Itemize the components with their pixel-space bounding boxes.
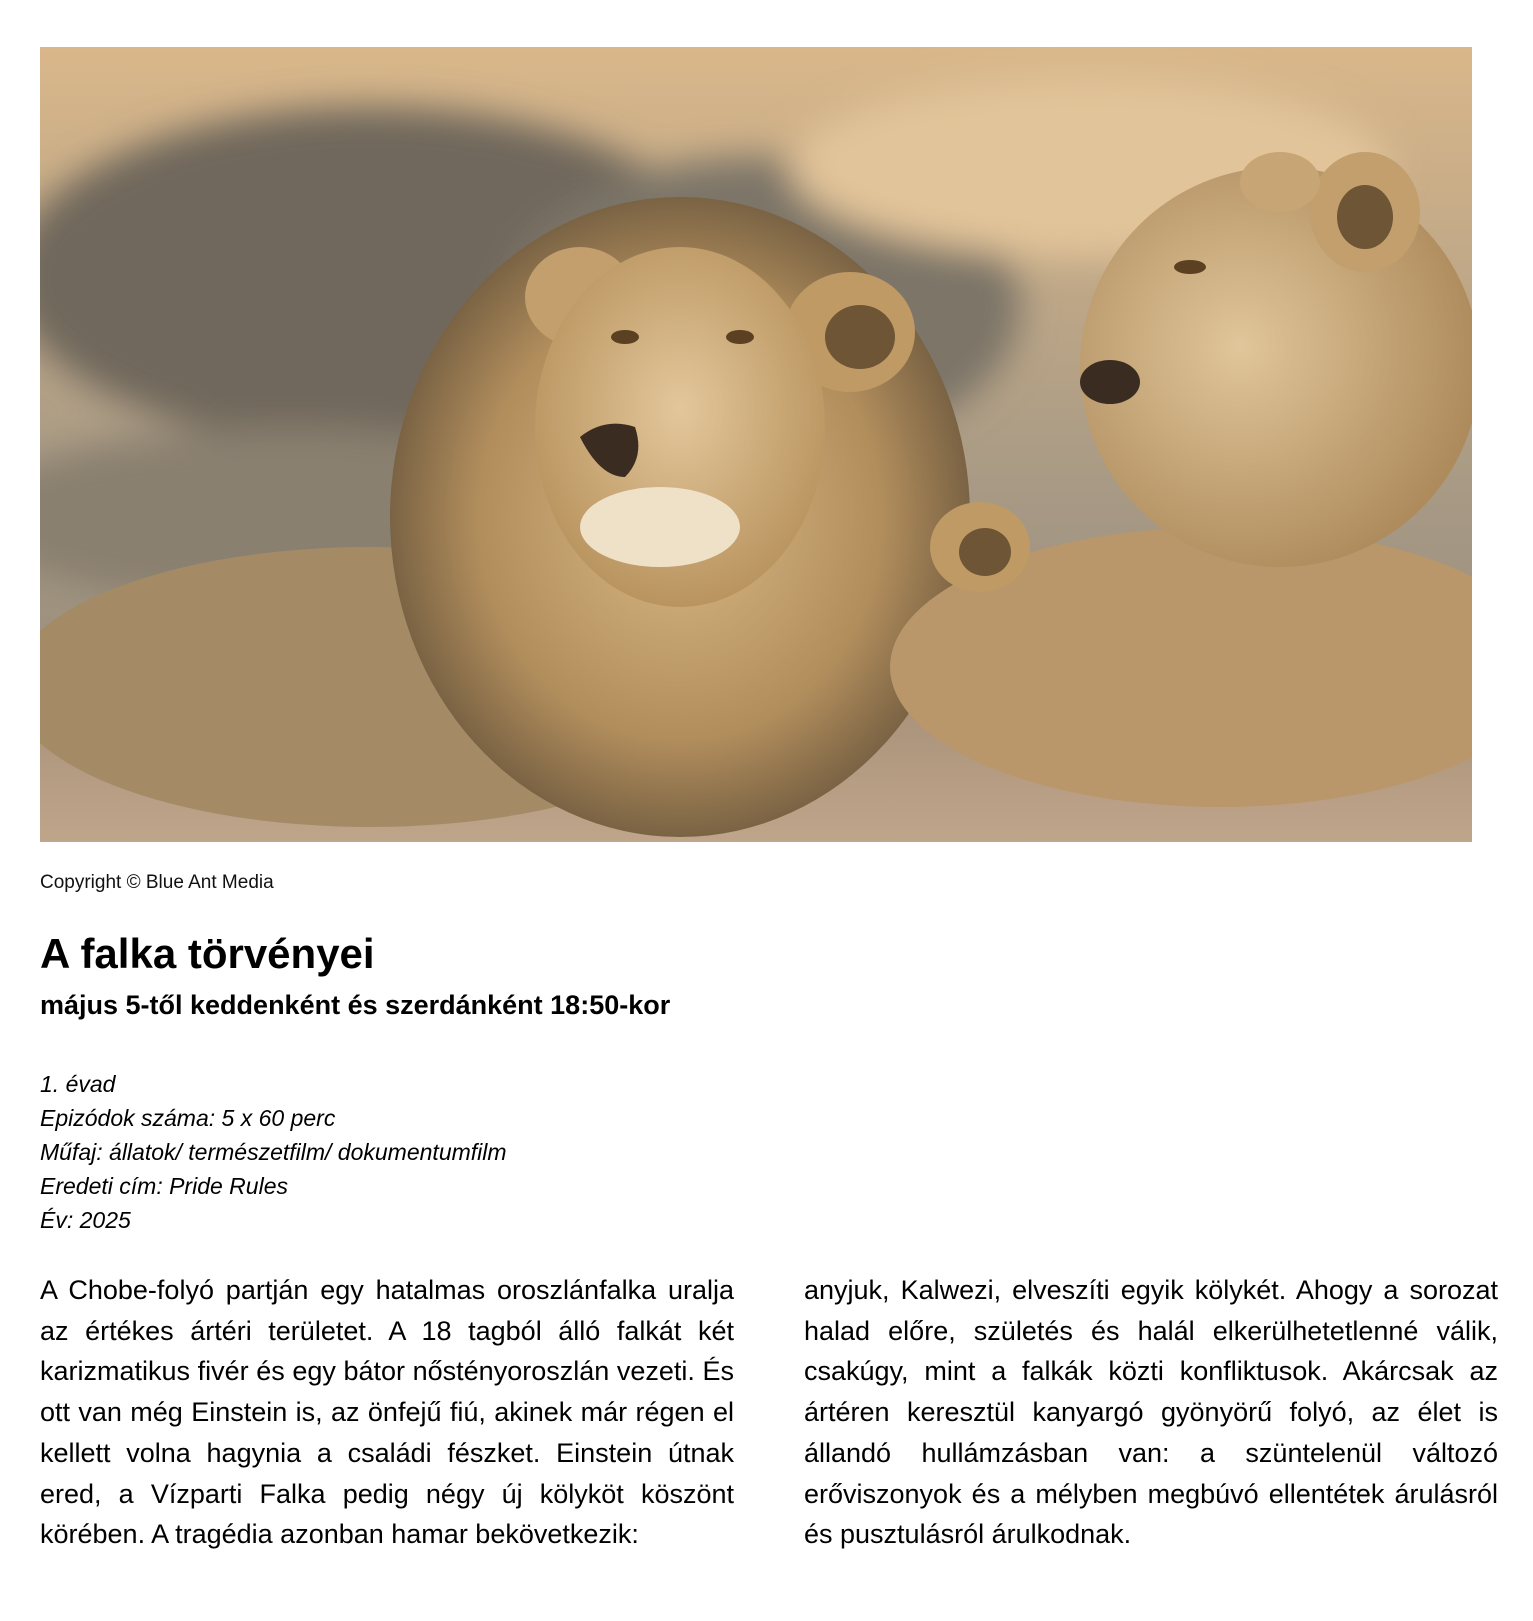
series-metadata [40, 1067, 507, 1237]
body-text-left-column: A Chobe-folyó partján egy hatalmas oroszlánfalka uralja az értékes ártéri területet. A 18 tagból álló falkát két karizmatikus fivér és egy bátor nőstényoroszlán vezeti. És ott van még Einstein is, az önfejű fiú, akinek már régen el kellett volna hagynia a családi fészket. Einstein útnak ered, a Vízparti Falka pedig négy új kölyköt köszönt körében. A tragédia azonban hamar bekövetkezik: [40, 1275, 734, 1550]
page-title: A falka törvényei [40, 930, 375, 977]
genre-info: Műfaj: állatok/ természetfilm/ dokumentumfilm [40, 1139, 507, 1165]
body-text-right-column: anyjuk, Kalwezi, elveszíti egyik kölykét. Ahogy a sorozat halad előre, születés és halál elkerülhetetlenné válik, csakúgy, mint a falkák közti konfliktusok. Akárcsak az ártéren keresztül kanyargó gyönyörű folyó, az élet is állandó hullámzásban van: a szüntelenül változó erőviszonyok és a mélyben megbúvó ellentétek árulásról és pusztulásról árulkodnak. [804, 1275, 1498, 1550]
lions-photo-illustration [40, 47, 1472, 842]
broadcast-schedule: május 5-től keddenként és szerdánként 18:50-kor [40, 990, 671, 1020]
episodes-info: Epizódok száma: 5 x 60 perc [40, 1105, 336, 1131]
lions-photo [40, 47, 1472, 842]
season-info: 1. évad [40, 1071, 116, 1097]
photo-copyright: Copyright © Blue Ant Media [40, 872, 274, 893]
original-title-info: Eredeti cím: Pride Rules [40, 1173, 288, 1199]
year-info: Év: 2025 [40, 1207, 131, 1233]
